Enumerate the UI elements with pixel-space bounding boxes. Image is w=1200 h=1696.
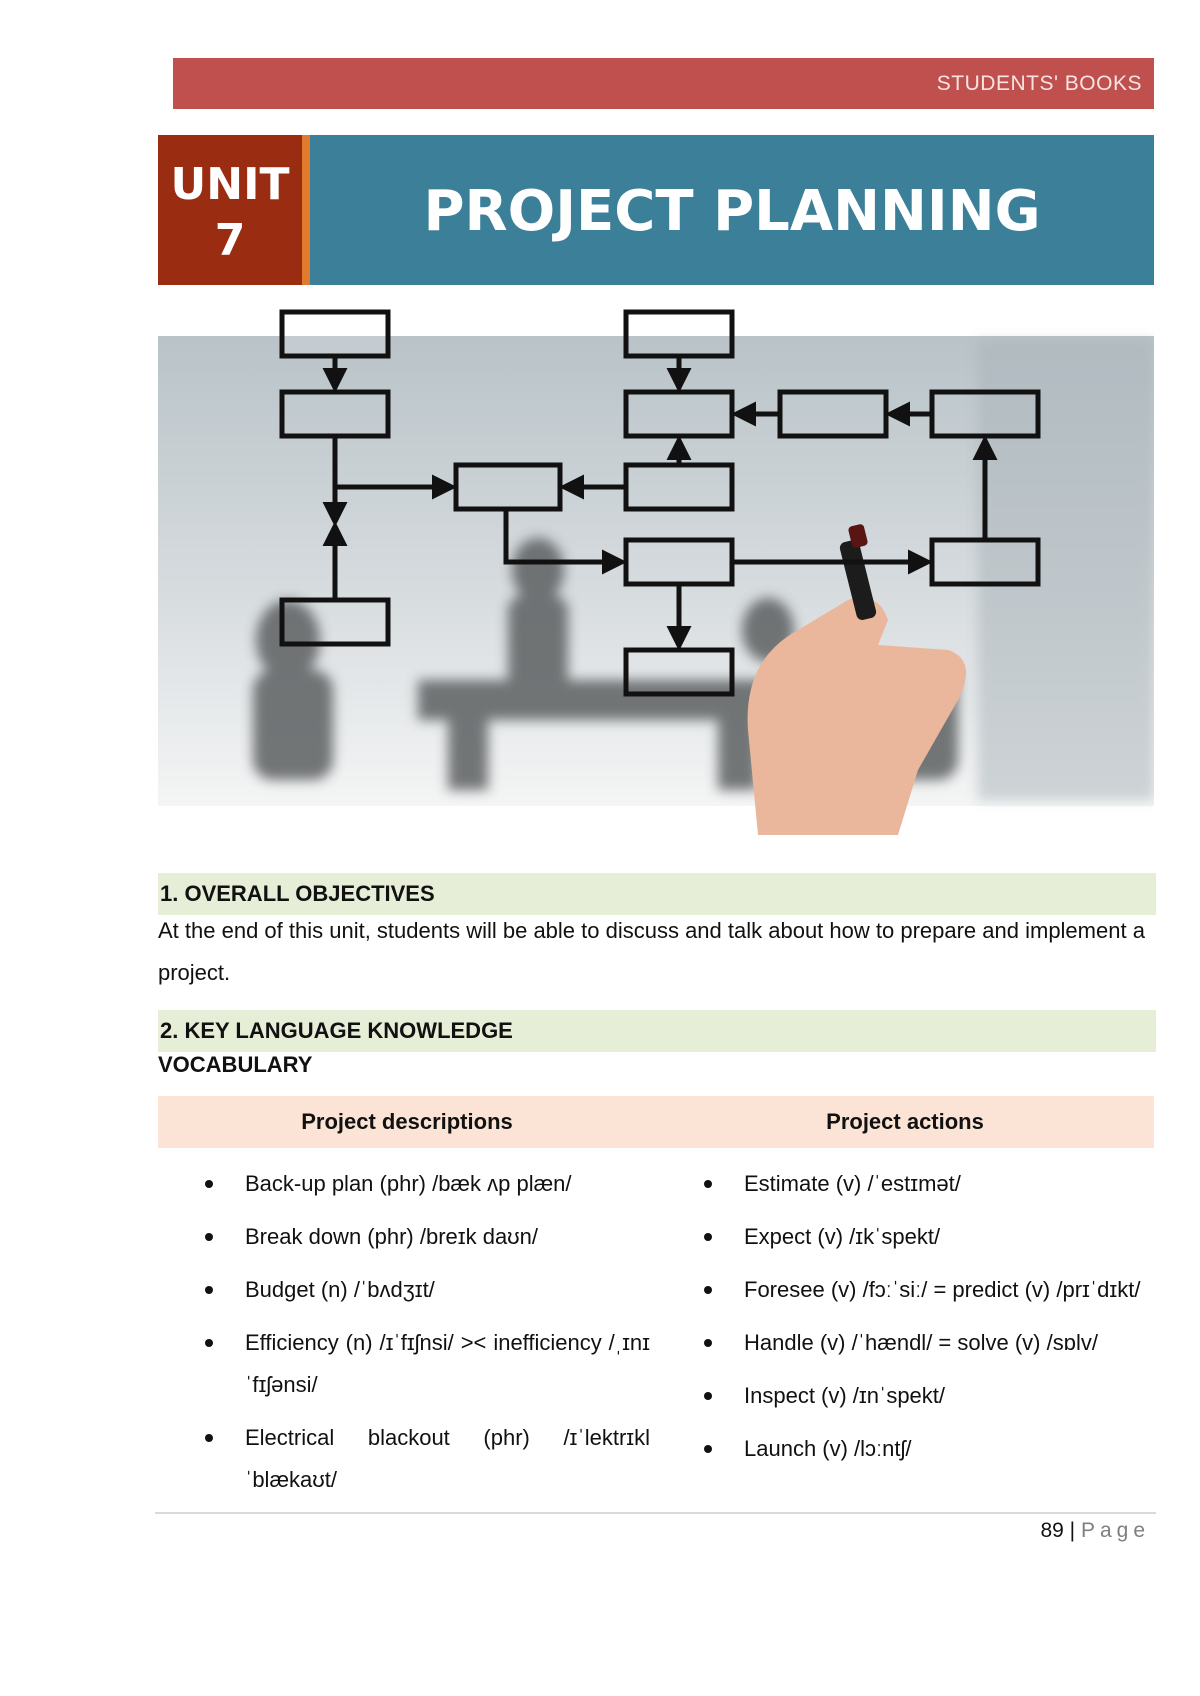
key-language-heading: 2. KEY LANGUAGE KNOWLEDGE (158, 1010, 1156, 1052)
list-item: Launch (v) /lɔːntʃ/ (704, 1428, 1150, 1470)
descriptions-list (205, 1163, 650, 1512)
vocab-table-header (158, 1096, 1154, 1148)
objectives-heading: 1. OVERALL OBJECTIVES (158, 873, 1156, 915)
list-item: Foresee (v) /fɔːˈsiː/ = predict (v) /prɪˈdɪkt/ (704, 1269, 1150, 1311)
descriptions-column-header: Project descriptions (301, 1109, 513, 1134)
project-flowchart-illustration (158, 300, 1154, 835)
footer-divider (155, 1512, 1156, 1514)
page-word: Page (1080, 1519, 1150, 1542)
list-item: Handle (v) /ˈhændl/ = solve (v) /sɒlv/ (704, 1322, 1150, 1364)
list-item: Budget (n) /ˈbʌdʒɪt/ (205, 1269, 650, 1311)
list-item: Efficiency (n) /ɪˈfɪʃnsi/ >< inefficiency /ˌɪnɪˈfɪʃənsi/ (205, 1322, 650, 1406)
page-footer (1040, 1516, 1150, 1546)
footer-separator: | (1069, 1519, 1076, 1542)
list-item: Electrical blackout (phr) /ɪˈlektrɪkl ˈblækaʊt/ (205, 1417, 650, 1501)
vocabulary-label: VOCABULARY (158, 1052, 313, 1077)
list-item: Back-up plan (phr) /bæk ʌp plæn/ (205, 1163, 650, 1205)
unit-title: PROJECT PLANNING (423, 179, 1041, 244)
list-item: Expect (v) /ɪkˈspekt/ (704, 1216, 1150, 1258)
unit-title-banner (310, 135, 1154, 285)
objectives-text: At the end of this unit, students will be able to discuss and talk about how to prepare and implement a project. (158, 918, 1145, 985)
header-label: STUDENTS' BOOKS (936, 72, 1142, 95)
page-number: 89 (1040, 1519, 1064, 1542)
unit-number: 7 (214, 215, 246, 266)
unit-word: UNIT (170, 159, 290, 210)
list-item: Inspect (v) /ɪnˈspekt/ (704, 1375, 1150, 1417)
list-item: Break down (phr) /breɪk daʊn/ (205, 1216, 650, 1258)
actions-column-header: Project actions (826, 1109, 984, 1134)
unit-badge (158, 135, 310, 285)
header-bar (173, 58, 1154, 109)
actions-list (704, 1163, 1150, 1481)
list-item: Estimate (v) /ˈestɪmət/ (704, 1163, 1150, 1205)
